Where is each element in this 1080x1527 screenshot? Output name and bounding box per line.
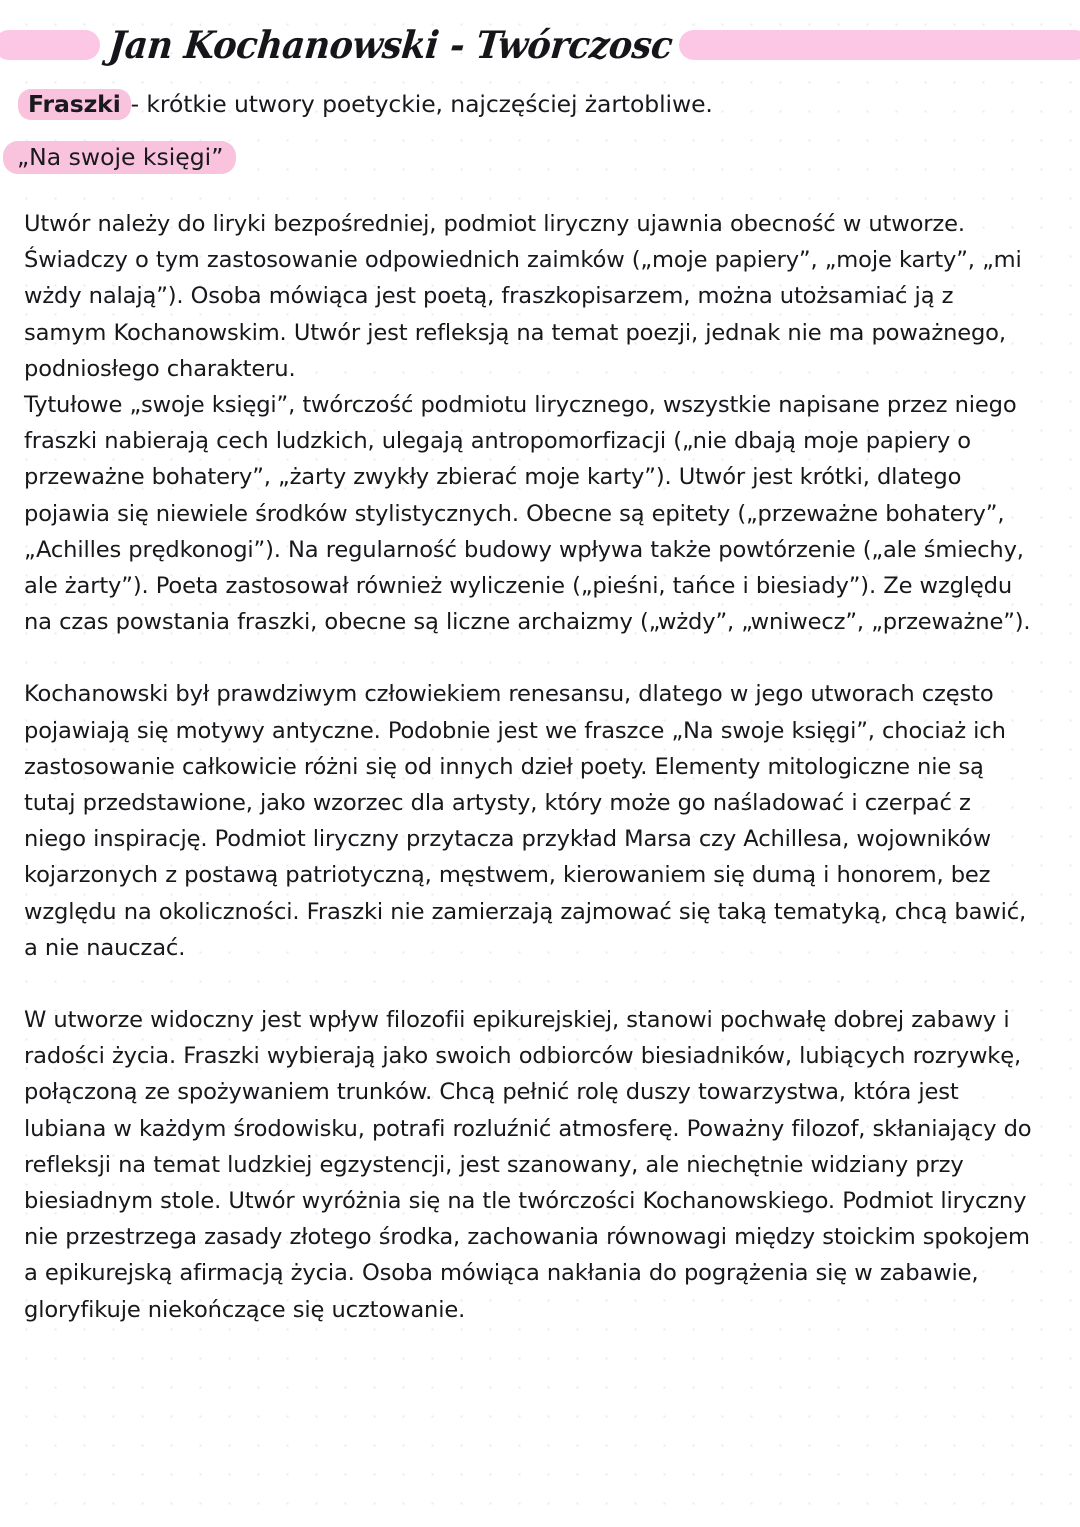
section-heading-badge: „Na swoje księgi”	[3, 141, 236, 174]
page-title: Jan Kochanowski - Twórczosc	[106, 22, 675, 68]
paragraph: Kochanowski był prawdziwym człowiekiem renesansu, dlatego w jego utworach często pojawiają się motywy antyczne. Podobnie jest we fraszce „Na swoje księgi”, chociaż ich zastosowanie całkowicie różni się od innych dzieł poety. Elementy mitologiczne nie są tutaj przedstawione, jako wzorzec dla artysty, który może go naśladować i czerpać z niego inspirację. Podmiot liryczny przytacza przykład Marsa czy Achillesa, wojowników kojarzonych z postawą patriotyczną, męstwem, kierowaniem się dumą i honorem, bez względu na okoliczności. Fraszki nie zamierzają zajmować się taką tematyką, chcą bawić, a nie nauczać.	[24, 681, 1027, 961]
paragraph: Utwór należy do liryki bezpośredniej, podmiot liryczny ujawnia obecność w utworze. Świadczy o tym zastosowanie odpowiednich zaimków („moje papiery”, „moje karty”, „mi wżdy nalają”). Osoba mówiąca jest poetą, fraszkopisarzem, można utożsamiać ją z samym Kochanowskim. Utwór jest refleksją na temat poezji, jednak nie ma poważnego, podniosłego charakteru.	[24, 211, 1022, 382]
definition-term-badge: Fraszki	[18, 89, 131, 120]
paragraph: W utworze widoczny jest wpływ filozofii epikurejskiej, stanowi pochwałę dobrej zabawy i radości życia. Fraszki wybierają jako swoich odbiorców biesiadników, lubiących rozrywkę, połączoną ze spożywaniem trunków. Chcą pełnić rolę duszy towarzystwa, która jest lubiana w każdym środowisku, potrafi rozluźnić atmosferę. Poważny filozof, skłaniający do refleksji na temat ludzkiej egzystencji, jest szanowany, ale niechętnie widziany przy biesiadnym stole. Utwór wyróżnia się na tle twórczości Kochanowskiego. Podmiot liryczny nie przestrzega zasady złotego środka, zachowania równowagi między stoickim spokojem a epikurejską afirmacją życia. Osoba mówiąca nakłania do pogrążenia się w zabawie, gloryfikuje niekończące się ucztowanie.	[24, 1007, 1032, 1323]
section-heading-row	[3, 141, 1043, 174]
page-title-row	[0, 23, 1080, 67]
paragraph: Tytułowe „swoje księgi”, twórczość podmiotu lirycznego, wszystkie napisane przez niego fraszki nabierają cech ludzkich, ulegają antropomorfizacji („nie dbają moje papiery o przeważne bohatery”, „żarty zwykły zbierać moje karty”). Utwór jest krótki, dlatego pojawia się niewiele środków stylistycznych. Obecne są epitety („przeważne bohatery”, „Achilles prędkonogi”). Na regularność budowy wpływa także powtórzenie („ale śmiechy, ale żarty”). Poeta zastosował również wyliczenie („pieśni, tańce i biesiady”). Ze względu na czas powstania fraszki, obecne są liczne archaizmy („wżdy”, „wniwecz”, „przeważne”).	[24, 392, 1031, 636]
definition-description: - krótkie utwory poetyckie, najczęściej żartobliwe.	[130, 90, 713, 118]
definition-line	[18, 89, 1058, 120]
title-highlight-bar-right	[679, 30, 1080, 60]
body-copy	[24, 206, 1036, 1328]
title-highlight-bar-left	[0, 30, 100, 60]
